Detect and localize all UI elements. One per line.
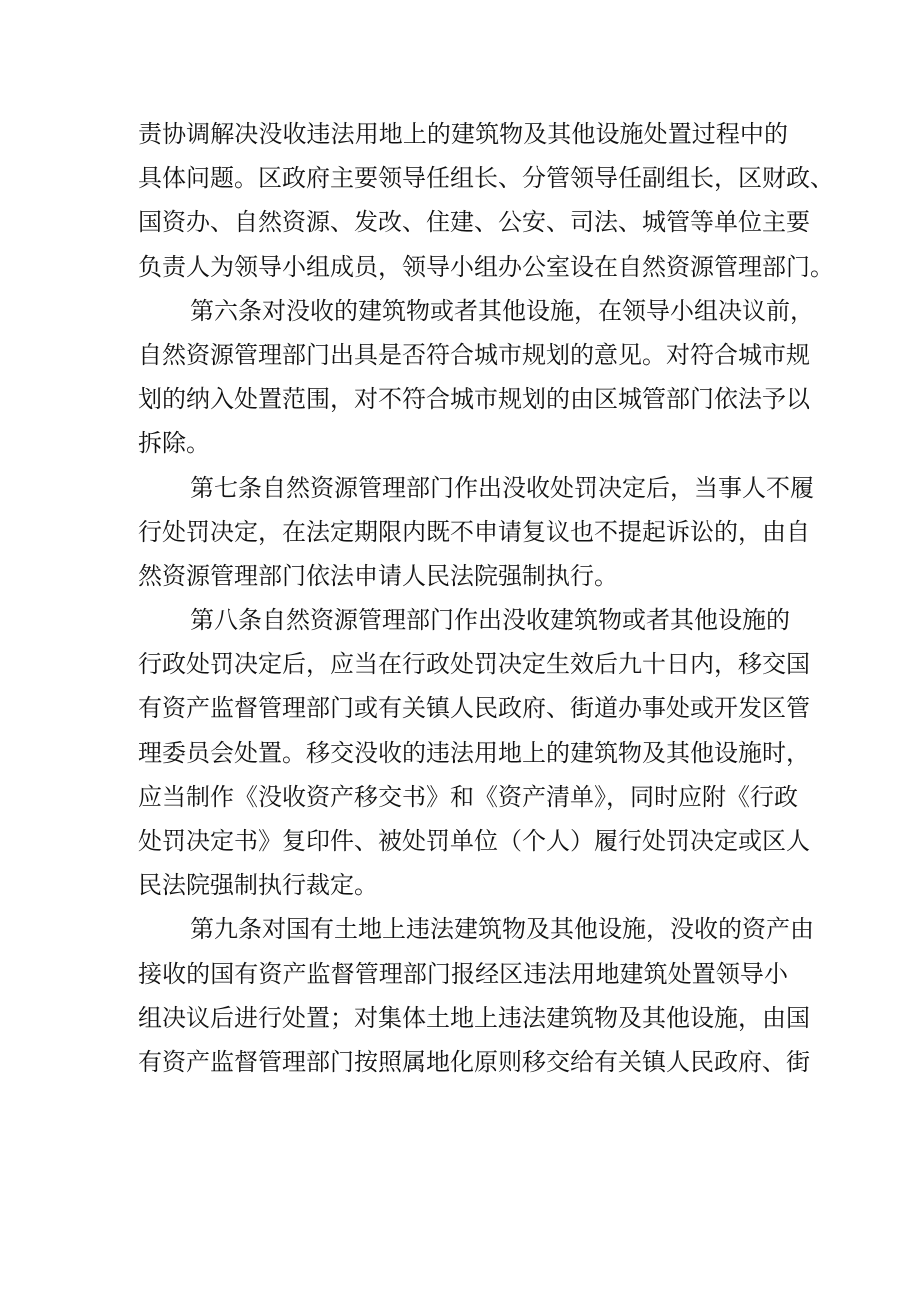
document-body [138, 112, 834, 1084]
text-line: 行政处罚决定后，应当在行政处罚决定生效后九十日内，移交国 [138, 650, 810, 679]
text-line: 理委员会处置。移交没收的违法用地上的建筑物及其他设施时， [138, 738, 810, 767]
text-line: 负责人为领导小组成员，领导小组办公室设在自然资源管理部门。 [138, 252, 834, 281]
text-line: 划的纳入处置范围，对不符合城市规划的由区城管部门依法予以 [138, 385, 810, 414]
text-line: 有资产监督管理部门按照属地化原则移交给有关镇人民政府、街 [138, 1047, 810, 1076]
text-line: 组决议后进行处置；对集体土地上违法建筑物及其他设施，由国 [138, 1003, 810, 1032]
text-line: 具体问题。区政府主要领导任组长、分管领导任副组长，区财政、 [138, 164, 834, 193]
text-line: 处罚决定书》复印件、被处罚单位（个人）履行处罚决定或区人 [138, 827, 810, 855]
text-line: 应当制作《没收资产移交书》和《资产清单》，同时应附《行政 [138, 782, 798, 811]
text-line: 有资产监督管理部门或有关镇人民政府、街道办事处或开发区管 [138, 694, 810, 723]
article-8-start: 第八条自然资源管理部门作出没收建筑物或者其他设施的 [190, 606, 790, 635]
text-line: 拆除。 [138, 429, 210, 458]
text-line: 接收的国有资产监督管理部门报经区违法用地建筑处置领导小 [138, 959, 788, 988]
text-line: 行处罚决定，在法定期限内既不申请复议也不提起诉讼的，由自 [138, 517, 810, 546]
text-line: 民法院强制执行裁定。 [138, 871, 378, 900]
article-9-start: 第九条对国有土地上违法建筑物及其他设施，没收的资产由 [190, 915, 814, 944]
text-line: 国资办、自然资源、发改、住建、公安、司法、城管等单位主要 [138, 208, 810, 237]
text-line: 责协调解决没收违法用地上的建筑物及其他设施处置过程中的 [138, 120, 788, 148]
text-line: 然资源管理部门依法申请人民法院强制执行。 [138, 561, 618, 590]
text-line: 自然资源管理部门出具是否符合城市规划的意见。对符合城市规 [138, 340, 810, 369]
article-6-start: 第六条对没收的建筑物或者其他设施，在领导小组决议前， [190, 296, 814, 325]
article-7-start: 第七条自然资源管理部门作出没收处罚决定后，当事人不履 [190, 473, 814, 502]
